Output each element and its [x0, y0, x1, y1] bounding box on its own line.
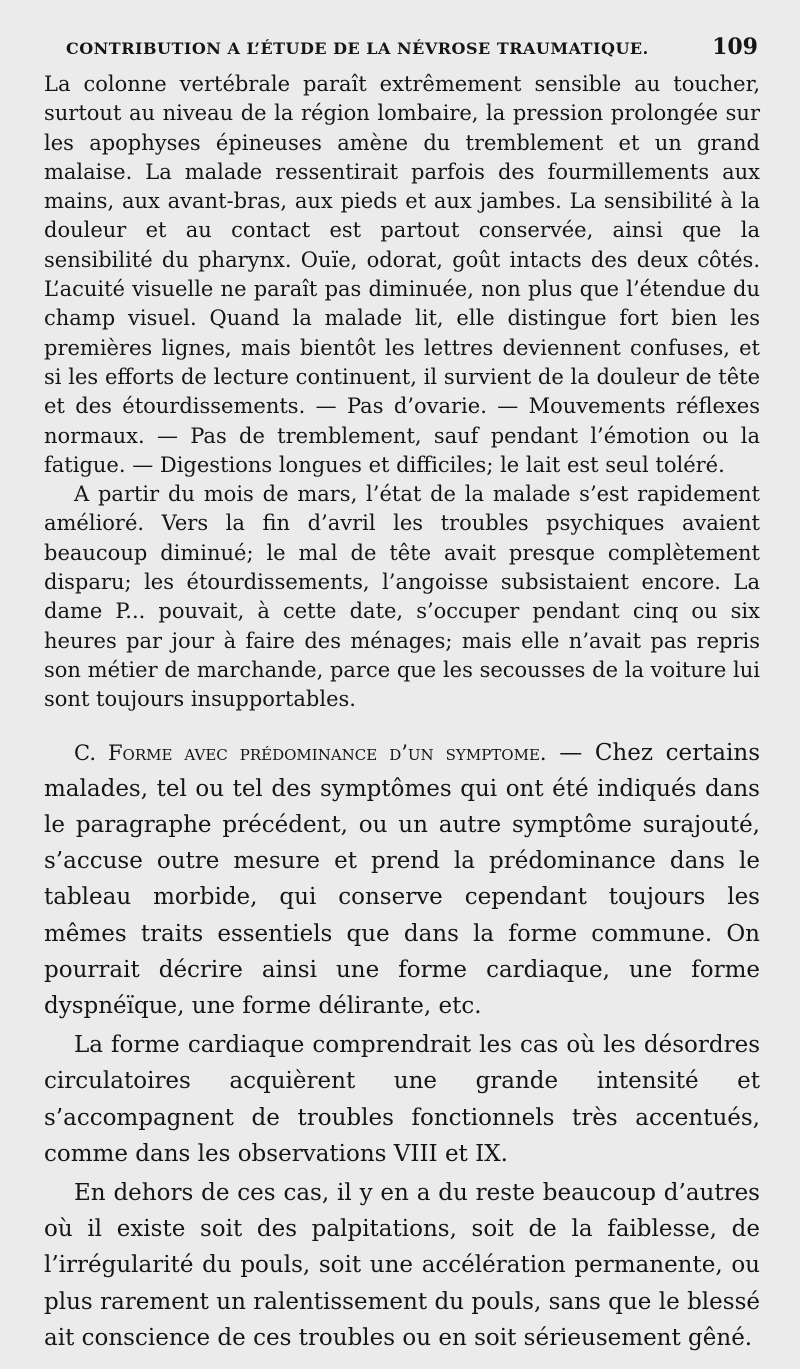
paragraph-cardiac-form: La forme cardiaque comprendrait les cas où les désordres circulatoires acquièrent une grande intensité et s’accompagnent de troubles fonctionnels très accentués, comme dans les observations VIII et IX.: [44, 1032, 760, 1167]
paragraph-other-cases: En dehors de ces cas, il y en a du reste beaucoup d’autres où il existe soit des palpitations, soit de la faiblesse, de l’irrégularité du pouls, soit une accélération permanente, ou plus rarement un ralentissement du pouls, sans que le blessé ait conscience de ces troubles ou en soit sérieusement gêné.: [44, 1179, 760, 1351]
page-number: 109: [712, 34, 758, 60]
paragraph-improvement: A partir du mois de mars, l’état de la malade s’est rapidement amélioré. Vers la fin d’avril les troubles psychiques avaient beaucoup diminué; le mal de tête avait presque complètement disparu; les étourdissements, l’angoisse subsistaient encore. La dame P... pouvait, à cette date, s’occuper pendant cinq ou six heures par jour à faire des ménages; mais elle n’avait pas repris son métier de marchande, parce que les secousses de la voiture lui sont toujours insupportables.: [44, 482, 760, 712]
running-title: CONTRIBUTION A L’ÉTUDE DE LA NÉVROSE TRAUMATIQUE.: [66, 39, 649, 58]
section-heading: C. Forme avec prédominance d’un symptome.: [74, 740, 547, 765]
page-header: [44, 34, 760, 60]
paragraph-observation-symptoms: La colonne vertébrale paraît extrêmement sensible au toucher, surtout au niveau de la région lombaire, la pression prolongée sur les apophyses épineuses amène du tremblement et un grand malaise. La malade ressentirait parfois des fourmillements aux mains, aux avant-bras, aux pieds et aux jambes. La sensibilité à la douleur et au contact est partout conservée, ainsi que la sensibilité du pharynx. Ouïe, odorat, goût intacts des deux côtés. L’acuité visuelle ne paraît pas diminuée, non plus que l’étendue du champ visuel. Quand la malade lit, elle distingue fort bien les premières lignes, mais bientôt les lettres deviennent confuses, et si les efforts de lecture continuent, il survient de la douleur de tête et des étourdissements. — Pas d’ovarie. — Mouvements réflexes normaux. — Pas de tremblement, sauf pendant l’émotion ou la fatigue. — Digestions longues et difficiles; le lait est seul toléré.: [44, 72, 760, 477]
section-text: — Chez certains malades, tel ou tel des symptômes qui ont été indiqués dans le paragraphe précédent, ou un autre symptôme surajouté, s’accuse outre mesure et prend la prédominance dans le tableau morbide, qui conserve cependant toujours les mêmes traits essentiels que dans la forme commune. On pourrait décrire ainsi une forme cardiaque, une forme dyspnéïque, une forme délirante, etc.: [44, 739, 760, 1019]
section-c-paragraph: [44, 735, 760, 1025]
